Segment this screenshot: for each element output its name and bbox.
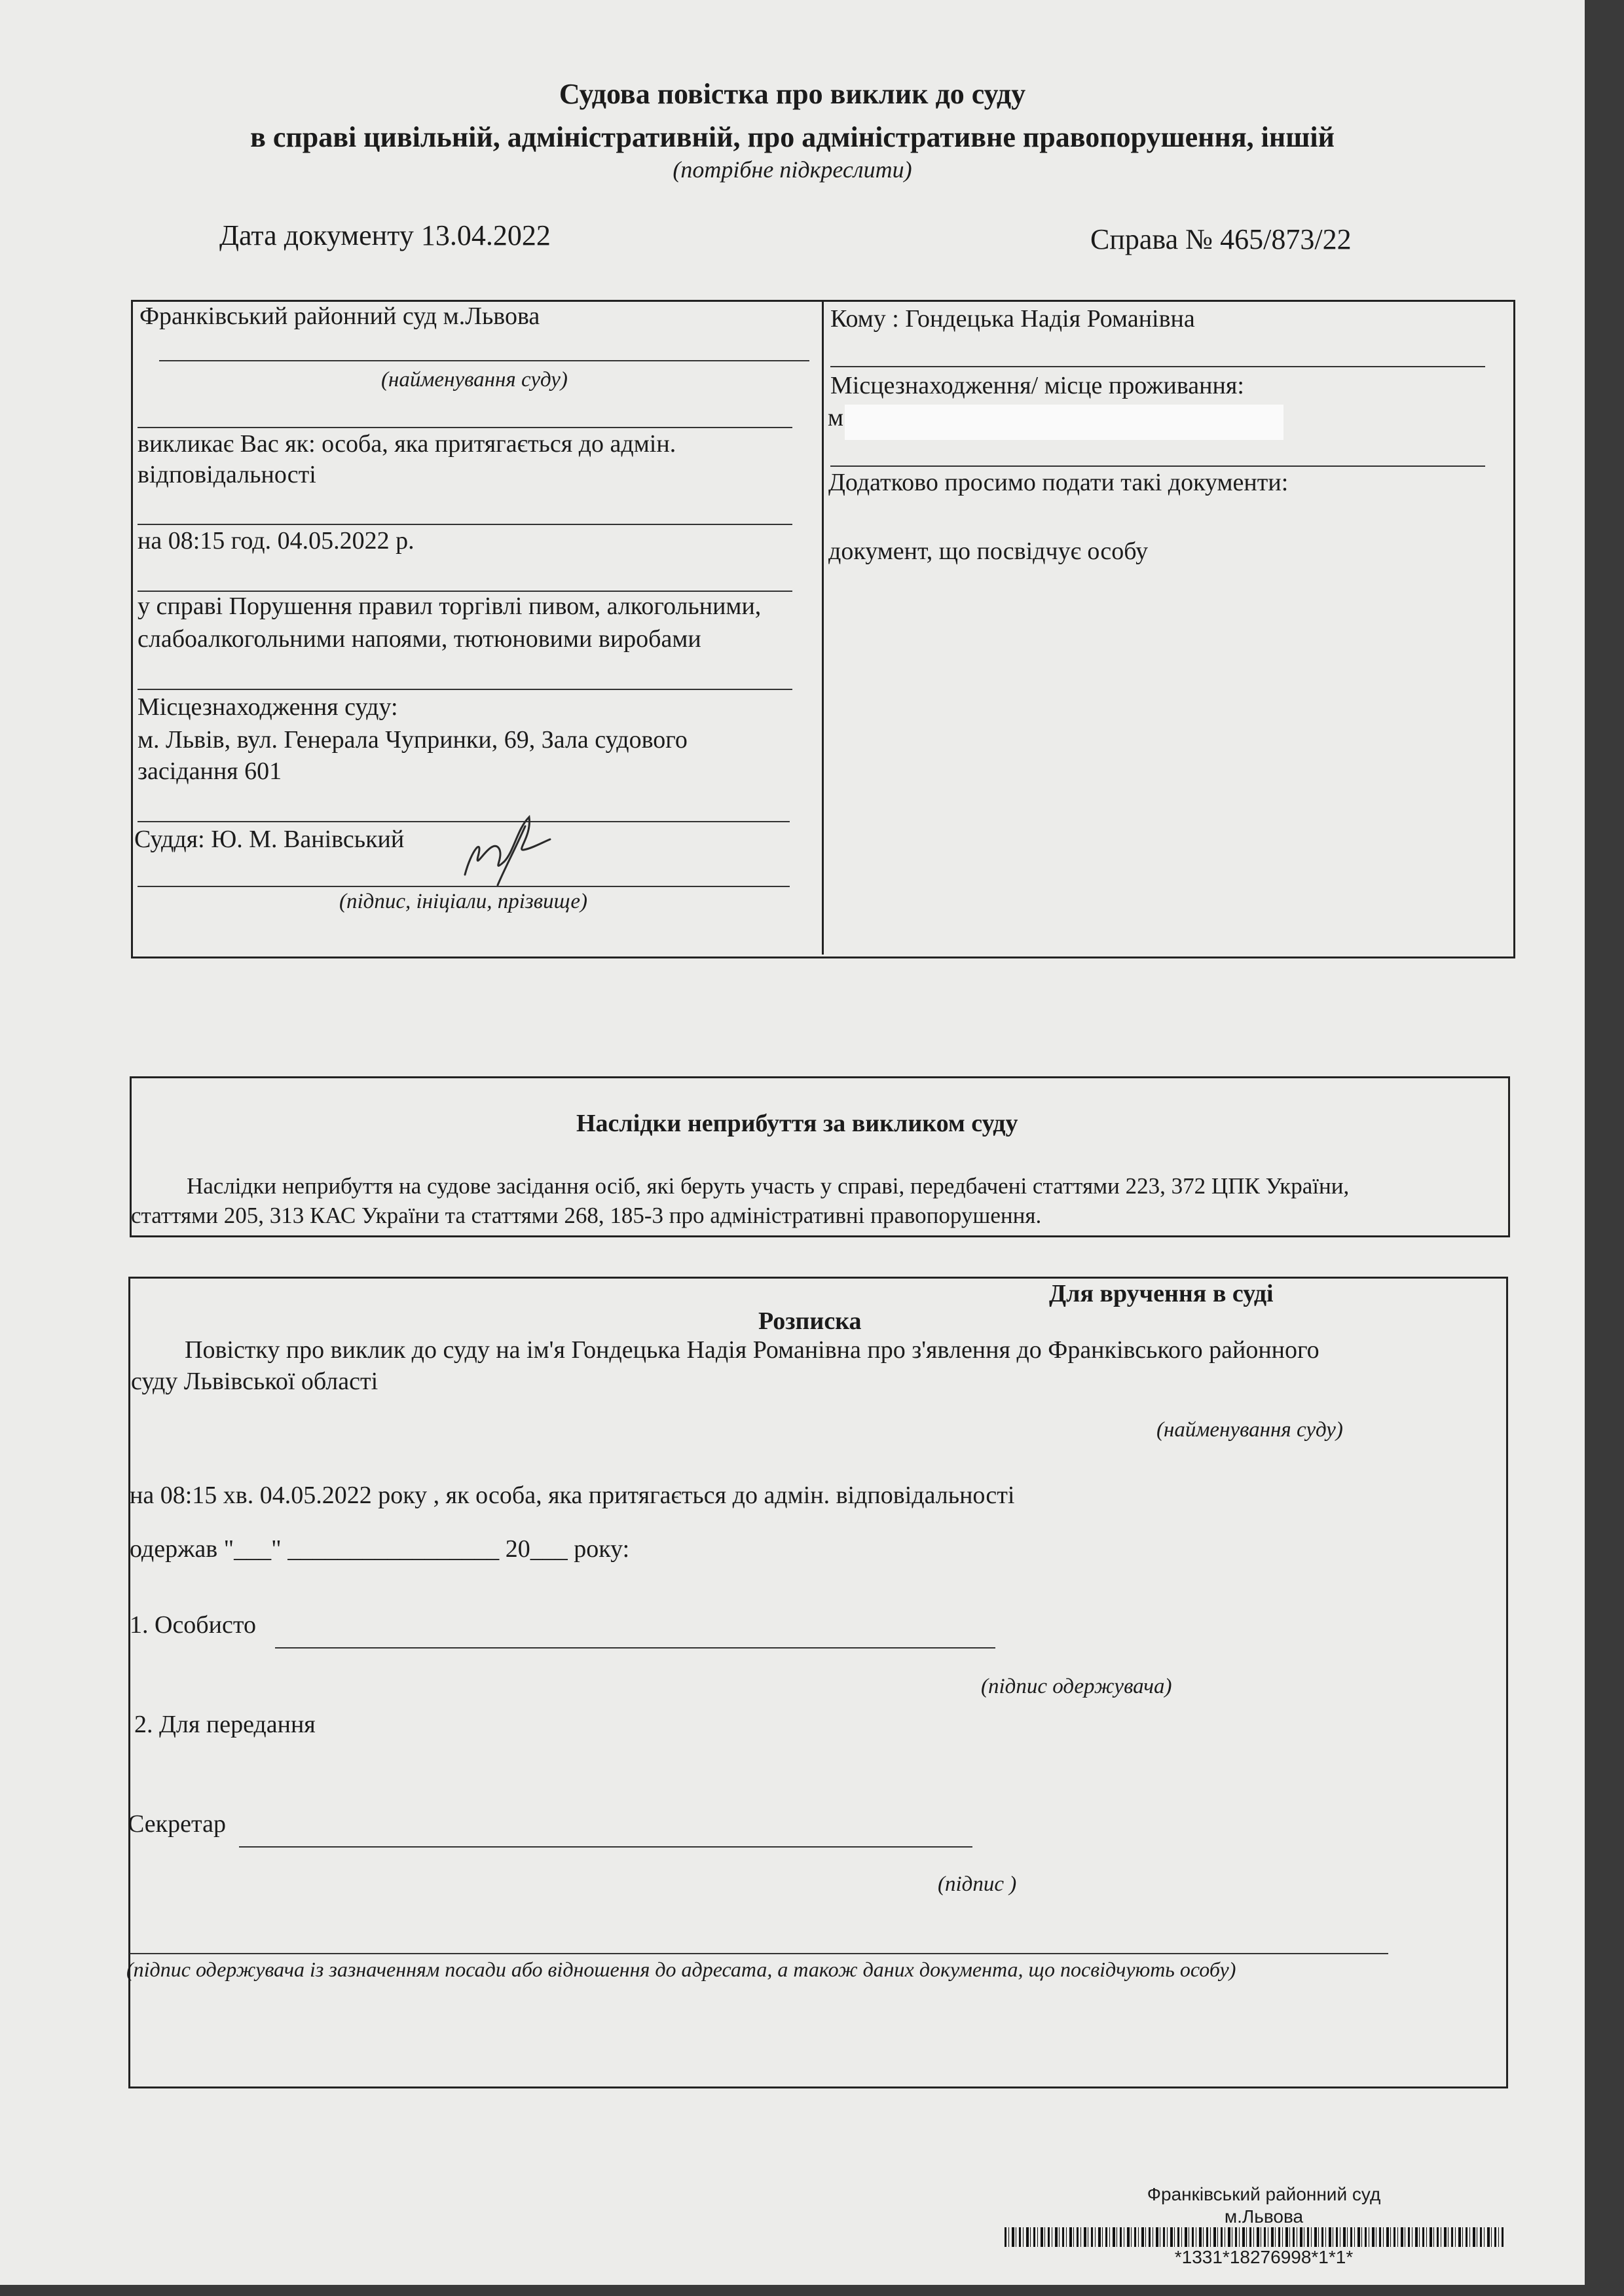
secretary-signature-caption: (підпис ) bbox=[938, 1872, 1017, 1896]
personally-label: 1. Особисто bbox=[130, 1611, 256, 1639]
recipient-name: Кому : Гондецька Надія Романівна bbox=[830, 305, 1195, 333]
judge-name: Суддя: Ю. М. Ванівський bbox=[134, 826, 405, 853]
secretary-label: Секретар bbox=[128, 1810, 226, 1838]
redacted-address bbox=[845, 405, 1283, 440]
consequences-text-line2: статтями 205, 313 КАС України та статтями 268, 185-3 про адміністративні правопорушення. bbox=[131, 1203, 1042, 1228]
document-date: Дата документу 13.04.2022 bbox=[219, 219, 551, 251]
receipt-title: Розписка bbox=[758, 1307, 862, 1335]
consequences-text-line1: Наслідки неприбуття на судове засідання осіб, які беруть участь у справі, передбачені статтями 223, 372 ЦПК України, bbox=[187, 1173, 1350, 1199]
documents-label: Додатково просимо подати такі документи: bbox=[828, 469, 1289, 496]
for-court-delivery: Для вручення в суді bbox=[1049, 1280, 1274, 1307]
receipt-text-line2: суду Львівської області bbox=[131, 1368, 378, 1395]
stamp-court-line2: м.Львова bbox=[1224, 2206, 1304, 2227]
document-subtitle: в справі цивільній, адміністративній, про адміністративне правопорушення, іншій bbox=[250, 121, 1335, 153]
document-title: Судова повістка про виклик до суду bbox=[559, 78, 1026, 110]
consequences-title: Наслідки неприбуття за викликом суду bbox=[576, 1110, 1018, 1137]
receipt-court-caption: (найменування суду) bbox=[1156, 1418, 1343, 1442]
divider bbox=[138, 427, 792, 428]
residence-label: Місцезнаходження/ місце проживання: bbox=[830, 372, 1244, 399]
barcode bbox=[1005, 2227, 1504, 2247]
court-address-line1: м. Львів, вул. Генерала Чупринки, 69, Зала судового bbox=[138, 726, 688, 754]
court-location-label: Місцезнаходження суду: bbox=[138, 693, 398, 721]
judge-signature bbox=[452, 811, 557, 889]
received-date-line: одержав "___" _________________ 20___ року: bbox=[130, 1535, 630, 1563]
hearing-time: на 08:15 год. 04.05.2022 р. bbox=[138, 527, 415, 555]
court-name: Франківський районний суд м.Львова bbox=[139, 302, 540, 330]
stamp-court-line1: Франківський районний суд bbox=[1147, 2184, 1381, 2204]
divider bbox=[138, 689, 792, 690]
footer-signature-line bbox=[130, 1953, 1388, 1954]
divider bbox=[159, 360, 809, 361]
divider bbox=[830, 465, 1485, 467]
for-transfer-label: 2. Для передання bbox=[134, 1711, 316, 1738]
receipt-hearing-time: на 08:15 хв. 04.05.2022 року , як особа, яка притягається до адмін. відповідальності bbox=[130, 1482, 1015, 1509]
court-address-line2: засідання 601 bbox=[138, 757, 282, 785]
column-divider bbox=[822, 300, 824, 955]
signature-caption: (підпис, ініціали, прізвище) bbox=[339, 890, 588, 913]
case-subject-line2: слабоалкогольними напоями, тютюновими виробами bbox=[138, 625, 701, 653]
receipt-footer-caption: (підпис одержувача із зазначенням посади або відношення до адресата, а також даних документа, що посвідчують особу) bbox=[126, 1958, 1236, 1981]
secretary-signature-line bbox=[239, 1846, 972, 1848]
case-subject-line1: у справі Порушення правил торгівлі пивом, алкогольними, bbox=[138, 592, 762, 620]
divider bbox=[138, 886, 790, 887]
divider bbox=[830, 366, 1485, 367]
barcode-text: *1331*18276998*1*1* bbox=[1174, 2247, 1354, 2267]
underline-note: (потрібне підкреслити) bbox=[673, 156, 912, 183]
court-name-caption: (найменування суду) bbox=[381, 368, 568, 392]
personally-signature-line bbox=[275, 1647, 995, 1649]
summons-role-line1: викликає Вас як: особа, яка притягається до адмін. bbox=[138, 430, 676, 458]
divider bbox=[138, 524, 792, 525]
documents-value: документ, що посвідчує особу bbox=[828, 538, 1149, 565]
recipient-signature-caption: (підпис одержувача) bbox=[981, 1675, 1172, 1698]
receipt-text-line1: Повістку про виклик до суду на ім'я Гондецька Надія Романівна про з'явлення до Франківського районного bbox=[185, 1336, 1320, 1364]
residence-first-char: м bbox=[828, 404, 844, 431]
case-number: Справа № 465/873/22 bbox=[1090, 223, 1352, 255]
summons-role-line2: відповідальності bbox=[138, 461, 316, 488]
